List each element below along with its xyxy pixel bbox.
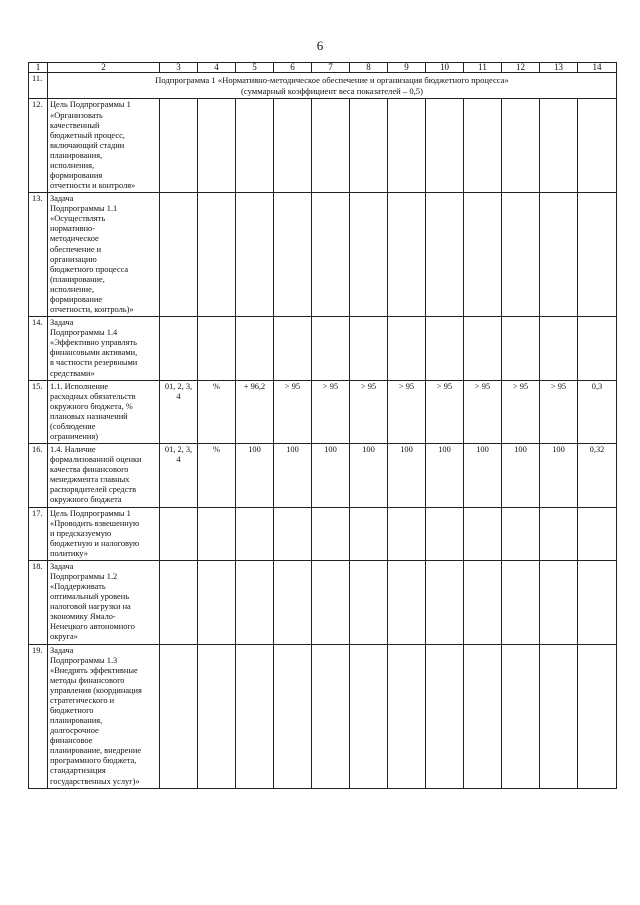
indicator-name: Цель Подпрограммы 1 «Организовать качественный бюджетный процесс, включающий стадии планирования, исполнения, формирования отчетности и контроля» bbox=[48, 99, 160, 193]
value-cell bbox=[236, 507, 274, 560]
unit-cell: % bbox=[198, 444, 236, 507]
value-cell bbox=[350, 560, 388, 644]
unit-cell bbox=[198, 99, 236, 193]
value-cell: 100 bbox=[274, 444, 312, 507]
value-cell bbox=[274, 317, 312, 380]
indicator-name: Задача Подпрограммы 1.4 «Эффективно управлять финансовыми активами, в частности резервными средствами» bbox=[48, 317, 160, 380]
unit-cell bbox=[198, 644, 236, 788]
value-cell bbox=[274, 99, 312, 193]
value-cell: 100 bbox=[540, 444, 578, 507]
value-cell bbox=[464, 99, 502, 193]
subprogram-row bbox=[29, 73, 617, 99]
value-cell bbox=[388, 560, 426, 644]
value-cell bbox=[312, 99, 350, 193]
indicator-name: Задача Подпрограммы 1.1 «Осуществлять нормативно- методическое обеспечение и организацию бюджетного процесса (планирование, исполнение, формирование отчетности, контроль)» bbox=[48, 193, 160, 317]
value-cell: > 95 bbox=[388, 380, 426, 443]
unit-cell bbox=[198, 507, 236, 560]
row-code-cell bbox=[160, 560, 198, 644]
row-number: 14. bbox=[29, 317, 48, 380]
value-cell bbox=[540, 507, 578, 560]
value-cell bbox=[388, 193, 426, 317]
unit-cell bbox=[198, 193, 236, 317]
value-cell bbox=[540, 644, 578, 788]
value-cell bbox=[350, 507, 388, 560]
value-cell bbox=[464, 317, 502, 380]
value-cell bbox=[350, 193, 388, 317]
row-number: 12. bbox=[29, 99, 48, 193]
table-body bbox=[29, 63, 617, 789]
table-row bbox=[29, 380, 617, 443]
page-number: 6 bbox=[316, 38, 324, 53]
value-cell bbox=[540, 193, 578, 317]
table-row bbox=[29, 193, 617, 317]
value-cell: 100 bbox=[388, 444, 426, 507]
row-code-cell bbox=[160, 507, 198, 560]
value-cell bbox=[388, 99, 426, 193]
value-cell bbox=[312, 644, 350, 788]
value-cell: 100 bbox=[350, 444, 388, 507]
weight-cell bbox=[578, 644, 617, 788]
table-row bbox=[29, 317, 617, 380]
subprogram-title: Подпрограмма 1 «Нормативно-методическое обеспечение и организация бюджетного процесса» bbox=[155, 75, 509, 85]
value-cell bbox=[388, 317, 426, 380]
value-cell bbox=[312, 560, 350, 644]
weight-cell bbox=[578, 99, 617, 193]
value-cell bbox=[464, 507, 502, 560]
value-cell bbox=[502, 317, 540, 380]
value-cell: 100 bbox=[236, 444, 274, 507]
value-cell bbox=[236, 644, 274, 788]
value-cell: > 95 bbox=[426, 380, 464, 443]
value-cell bbox=[426, 507, 464, 560]
value-cell bbox=[426, 193, 464, 317]
header-cell: 12 bbox=[502, 63, 540, 73]
value-cell bbox=[502, 560, 540, 644]
value-cell: 100 bbox=[502, 444, 540, 507]
value-cell bbox=[350, 317, 388, 380]
value-cell bbox=[540, 99, 578, 193]
indicator-name: Задача Подпрограммы 1.3 «Внедрять эффективные методы финансового управления (координация стратегического и бюджетного планирования, долгосрочное финансовое планирование, внедрение программного бюджета, стандартизация государственных услуг)» bbox=[48, 644, 160, 788]
indicator-name: 1.4. Наличие формализованной оценки качества финансового менеджмента главных распорядителей средств окружного бюджета bbox=[48, 444, 160, 507]
value-cell bbox=[350, 99, 388, 193]
row-number: 13. bbox=[29, 193, 48, 317]
value-cell: > 95 bbox=[502, 380, 540, 443]
value-cell: 100 bbox=[426, 444, 464, 507]
value-cell: > 95 bbox=[464, 380, 502, 443]
value-cell: > 95 bbox=[350, 380, 388, 443]
header-cell: 3 bbox=[160, 63, 198, 73]
row-number: 15. bbox=[29, 380, 48, 443]
value-cell bbox=[426, 317, 464, 380]
unit-cell: % bbox=[198, 380, 236, 443]
header-cell: 6 bbox=[274, 63, 312, 73]
value-cell bbox=[502, 644, 540, 788]
value-cell bbox=[236, 99, 274, 193]
weight-cell: 0,3 bbox=[578, 380, 617, 443]
value-cell bbox=[426, 644, 464, 788]
header-cell: 4 bbox=[198, 63, 236, 73]
value-cell bbox=[426, 99, 464, 193]
header-cell: 11 bbox=[464, 63, 502, 73]
weight-cell bbox=[578, 317, 617, 380]
header-cell: 14 bbox=[578, 63, 617, 73]
value-cell bbox=[540, 317, 578, 380]
indicators-table bbox=[28, 62, 617, 789]
header-cell: 2 bbox=[48, 63, 160, 73]
value-cell bbox=[350, 644, 388, 788]
value-cell bbox=[426, 560, 464, 644]
value-cell bbox=[540, 560, 578, 644]
unit-cell bbox=[198, 560, 236, 644]
value-cell bbox=[388, 644, 426, 788]
row-code-cell bbox=[160, 193, 198, 317]
column-number-header bbox=[29, 63, 617, 73]
weight-cell bbox=[578, 193, 617, 317]
value-cell bbox=[274, 193, 312, 317]
row-number: 17. bbox=[29, 507, 48, 560]
row-number: 18. bbox=[29, 560, 48, 644]
row-code-cell: 01, 2, 3, 4 bbox=[160, 380, 198, 443]
unit-cell bbox=[198, 317, 236, 380]
value-cell: 100 bbox=[464, 444, 502, 507]
table-row bbox=[29, 560, 617, 644]
value-cell: > 95 bbox=[312, 380, 350, 443]
value-cell bbox=[274, 644, 312, 788]
weight-cell bbox=[578, 560, 617, 644]
value-cell bbox=[502, 99, 540, 193]
value-cell bbox=[502, 193, 540, 317]
row-code-cell bbox=[160, 99, 198, 193]
value-cell: > 95 bbox=[540, 380, 578, 443]
value-cell bbox=[312, 193, 350, 317]
row-code-cell bbox=[160, 317, 198, 380]
value-cell bbox=[236, 193, 274, 317]
header-cell: 7 bbox=[312, 63, 350, 73]
weight-cell bbox=[578, 507, 617, 560]
table-row bbox=[29, 644, 617, 788]
weight-cell: 0,32 bbox=[578, 444, 617, 507]
value-cell bbox=[464, 193, 502, 317]
row-number: 19. bbox=[29, 644, 48, 788]
value-cell bbox=[312, 317, 350, 380]
table-row bbox=[29, 99, 617, 193]
subprogram-subtitle: (суммарный коэффициент веса показателей – 0,5) bbox=[241, 85, 423, 96]
table-row bbox=[29, 507, 617, 560]
indicator-name: 1.1. Исполнение расходных обязательств окружного бюджета, % плановых назначений (соблюдение ограничения) bbox=[48, 380, 160, 443]
subprogram-title-cell bbox=[48, 73, 617, 99]
value-cell: > 95 bbox=[274, 380, 312, 443]
header-cell: 10 bbox=[426, 63, 464, 73]
value-cell: 100 bbox=[312, 444, 350, 507]
value-cell bbox=[236, 560, 274, 644]
row-code-cell: 01, 2, 3, 4 bbox=[160, 444, 198, 507]
value-cell bbox=[274, 560, 312, 644]
header-cell: 9 bbox=[388, 63, 426, 73]
value-cell bbox=[464, 644, 502, 788]
header-cell: 8 bbox=[350, 63, 388, 73]
header-cell: 1 bbox=[29, 63, 48, 73]
value-cell: + 96,2 bbox=[236, 380, 274, 443]
value-cell bbox=[236, 317, 274, 380]
indicator-name: Цель Подпрограммы 1 «Проводить взвешенную и предсказуемую бюджетную и налоговую политику» bbox=[48, 507, 160, 560]
row-number: 16. bbox=[29, 444, 48, 507]
value-cell bbox=[502, 507, 540, 560]
indicator-name: Задача Подпрограммы 1.2 «Поддерживать оптимальный уровень налоговой нагрузки на экономику Ямало- Ненецкого автономного округа» bbox=[48, 560, 160, 644]
value-cell bbox=[274, 507, 312, 560]
value-cell bbox=[388, 507, 426, 560]
header-cell: 13 bbox=[540, 63, 578, 73]
value-cell bbox=[312, 507, 350, 560]
row-code-cell bbox=[160, 644, 198, 788]
header-cell: 5 bbox=[236, 63, 274, 73]
value-cell bbox=[464, 560, 502, 644]
row-number: 11. bbox=[29, 73, 48, 99]
table-row bbox=[29, 444, 617, 507]
